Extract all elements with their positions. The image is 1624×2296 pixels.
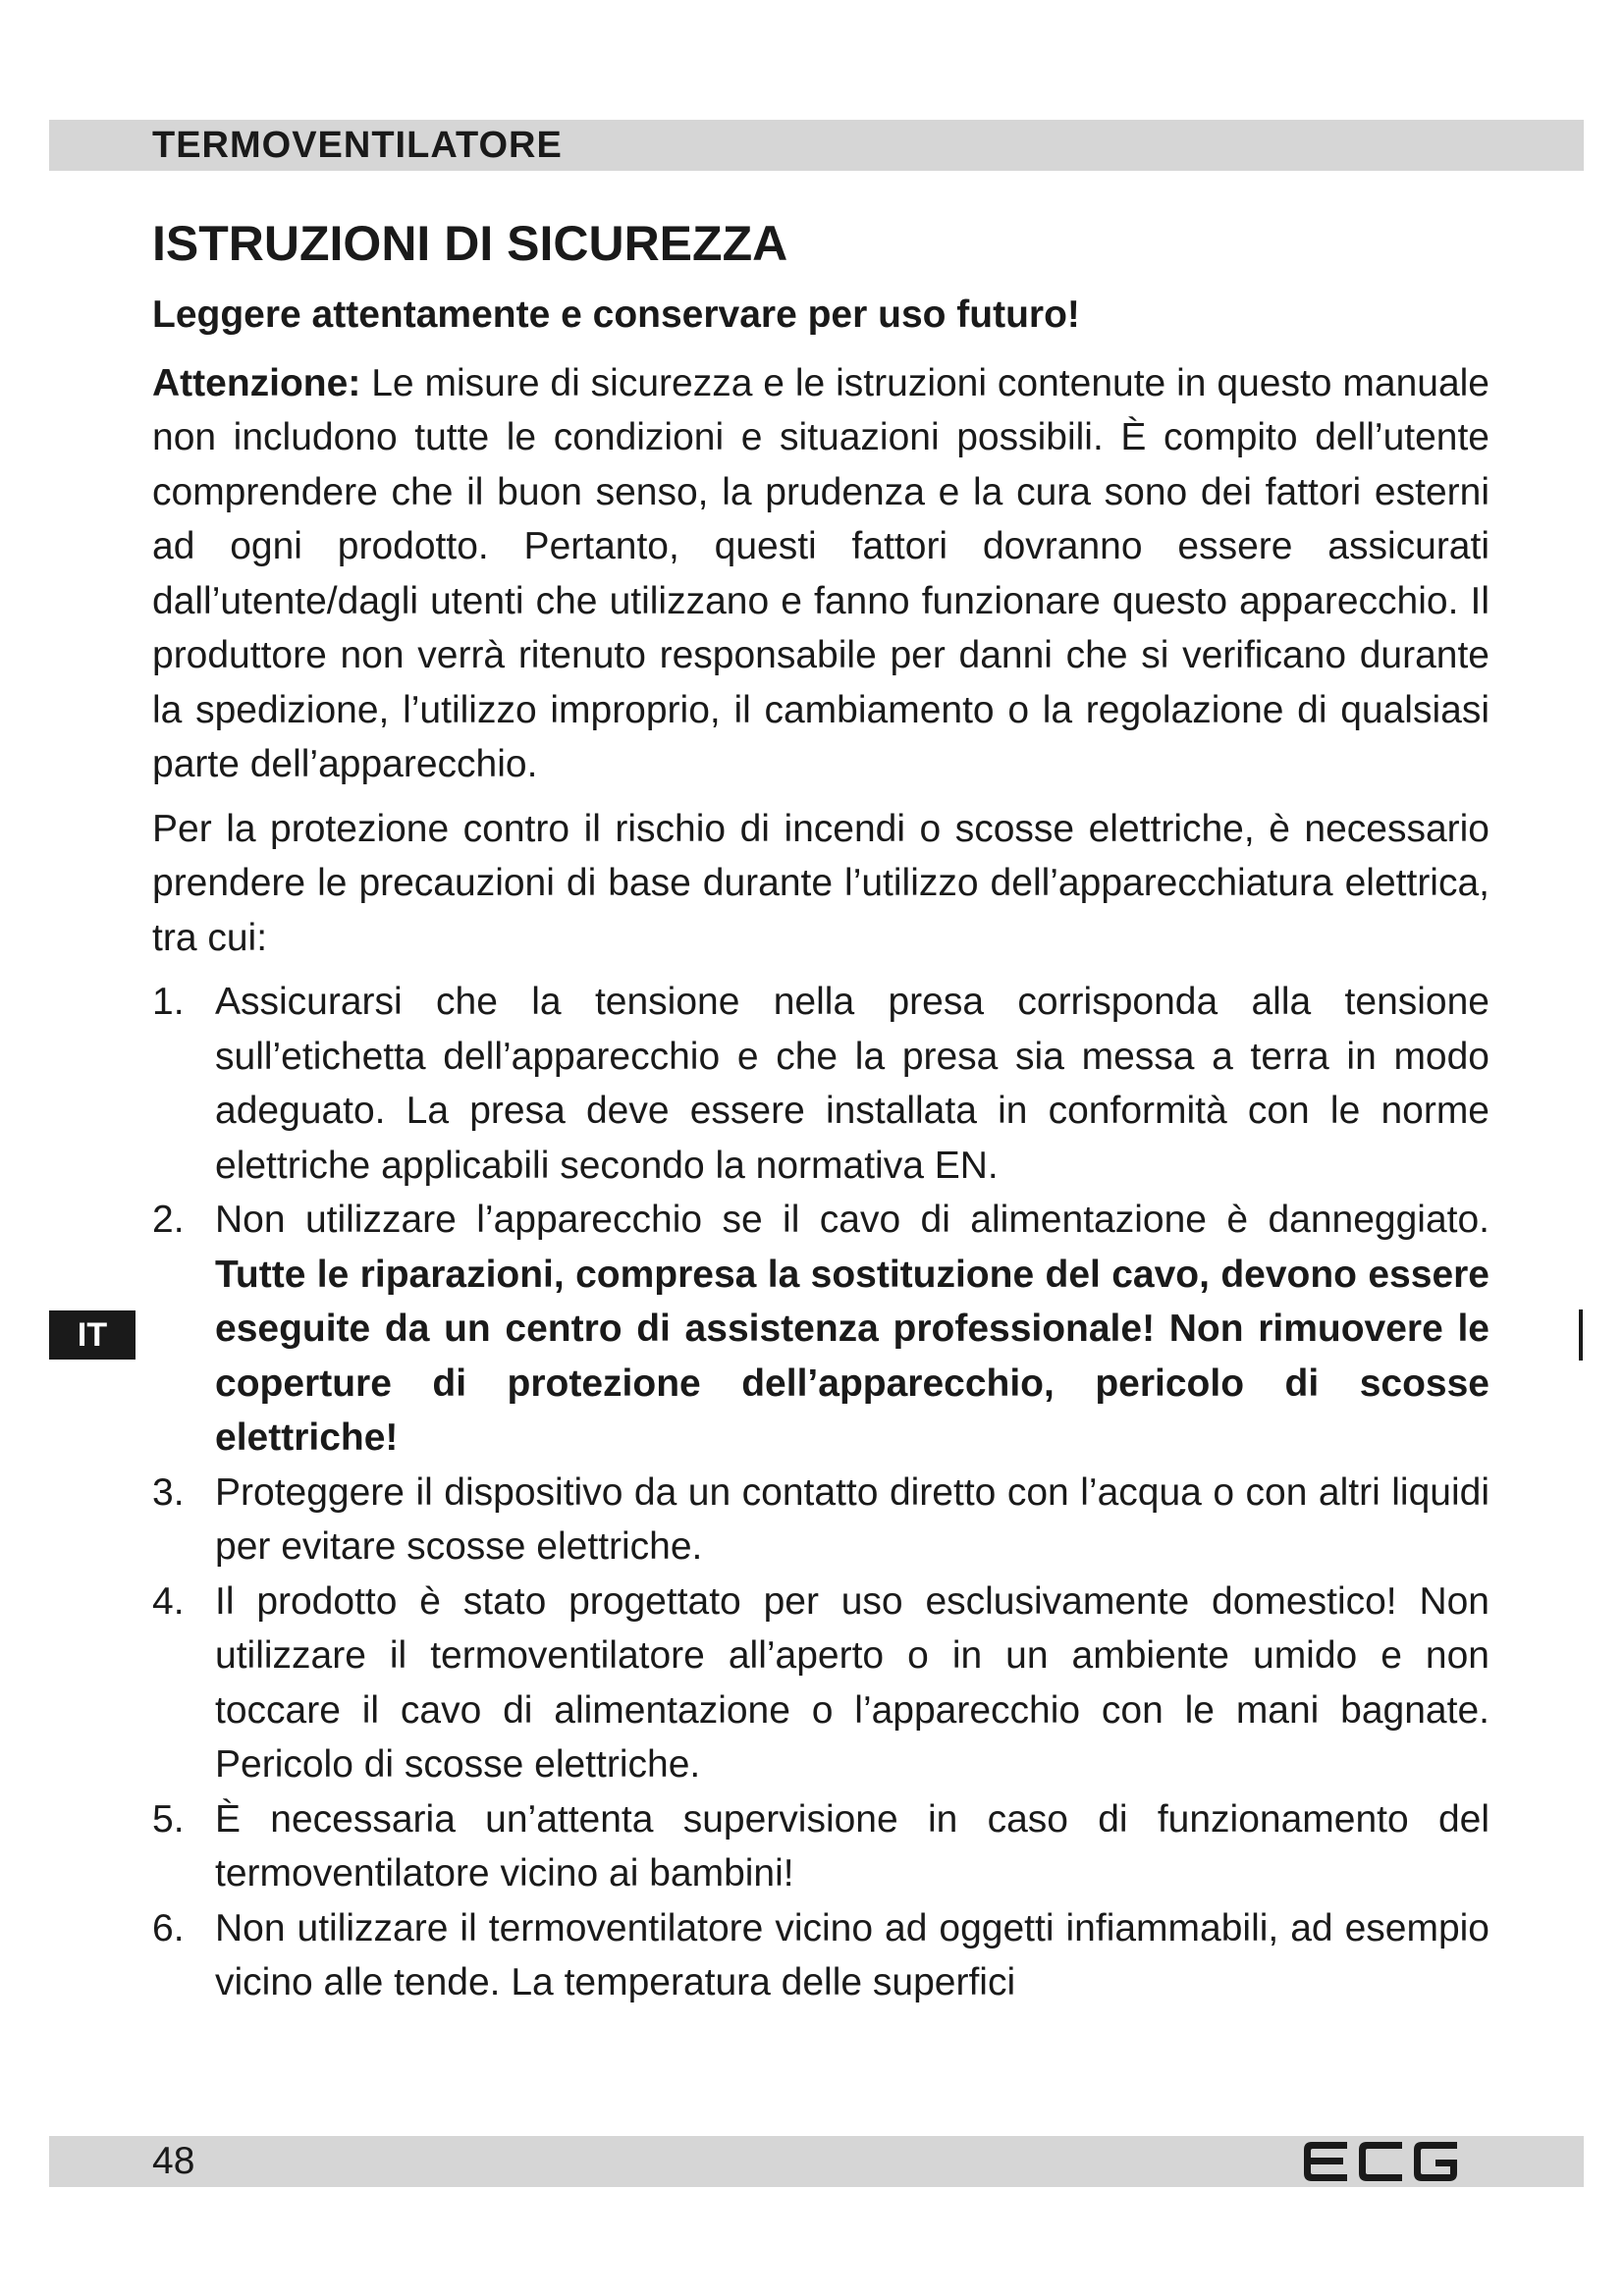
list-text-bold: Tutte le riparazioni, compresa la sostituzione del cavo, devono essere eseguite da un centro di assistenza professionale! Non rimuovere le coperture di protezione dell’apparecchio, pericolo di scosse elettriche! — [215, 1253, 1489, 1460]
list-item — [152, 975, 1489, 1193]
safety-list — [152, 975, 1489, 2010]
ecg-logo — [1304, 2140, 1459, 2183]
list-item — [152, 1466, 1489, 1575]
page-title: ISTRUZIONI DI SICUREZZA — [152, 216, 788, 271]
list-number: 4. — [152, 1579, 185, 1623]
language-tab: IT — [49, 1310, 135, 1360]
page-subtitle: Leggere attentamente e conservare per uso futuro! — [152, 294, 1080, 336]
intro-text: Le misure di sicurezza e le istruzioni contenute in questo manuale non includono tutte le condizioni e situazioni possibili. È compito dell’utente comprendere che il buon senso, la prudenza e la cura sono dei fattori esterni ad ogni prodotto. Pertanto, questi fattori dovranno essere assicurati dall’utente/dagli utenti che utilizzano e fanno funzionare questo apparecchio. Il produttore non verrà ritenuto responsabile per danni che si verificano durante la spedizione, l’utilizzo improprio, il cambiamento o la regolazione di qualsiasi parte dell’apparecchio. — [152, 361, 1489, 786]
page-content — [152, 214, 1489, 2010]
list-text: È necessaria un’attenta supervisione in caso di funzionamento del termoventilatore vicino ai bambini! — [215, 1797, 1489, 1896]
margin-mark — [1579, 1309, 1583, 1361]
list-item — [152, 1575, 1489, 1792]
list-number: 2. — [152, 1199, 185, 1242]
list-text: Non utilizzare il termoventilatore vicino ad oggetti infiammabili, ad esempio vicino alle tende. La temperatura delle superfici — [215, 1906, 1489, 2004]
list-text: Non utilizzare l’apparecchio se il cavo di alimentazione è danneggiato. — [215, 1199, 1489, 1242]
list-item — [152, 1792, 1489, 1901]
protection-paragraph: Per la protezione contro il rischio di incendi o scosse elettriche, è necessario prendere le precauzioni di base durante l’utilizzo dell’apparecchiatura elettrica, tra cui: — [152, 807, 1489, 959]
list-number: 1. — [152, 981, 185, 1024]
list-item — [152, 1901, 1489, 2010]
page-number: 48 — [152, 2140, 195, 2182]
list-text: Proteggere il dispositivo da un contatto diretto con l’acqua o con altri liquidi per evitare scosse elettriche. — [215, 1470, 1489, 1569]
section-label: TERMOVENTILATORE — [152, 125, 563, 166]
intro-paragraph — [152, 356, 1489, 792]
list-number: 5. — [152, 1797, 185, 1841]
list-text: Il prodotto è stato progettato per uso esclusivamente domestico! Non utilizzare il termoventilatore all’aperto o in un ambiente umido e non toccare il cavo di alimentazione o l’apparecchio con le mani bagnate. Pericolo di scosse elettriche. — [215, 1579, 1489, 1787]
list-number: 3. — [152, 1470, 185, 1514]
list-text: Assicurarsi che la tensione nella presa corrisponda alla tensione sull’etichetta dell’apparecchio e che la presa sia messa a terra in modo adeguato. La presa deve essere installata in conformità con le norme elettriche applicabili secondo la normativa EN. — [215, 981, 1489, 1187]
list-number: 6. — [152, 1906, 185, 1949]
intro-lead: Attenzione: — [152, 361, 361, 404]
list-item — [152, 1193, 1489, 1466]
